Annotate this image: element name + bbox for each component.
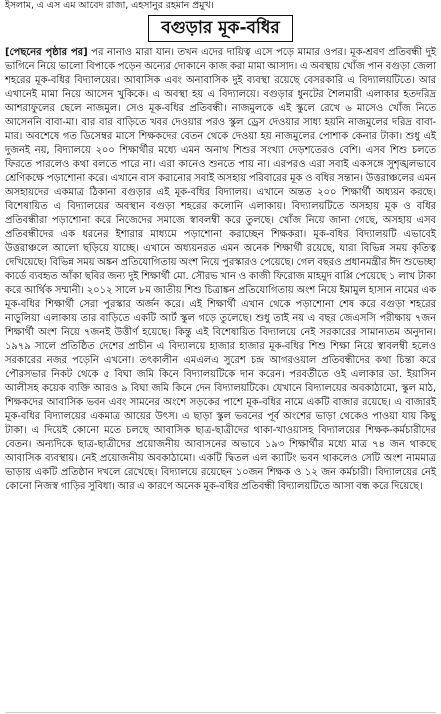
headline-container — [5, 15, 436, 43]
headline: বগুড়ার মূক-বধির — [148, 15, 292, 42]
continued-from-tag: [পেছনের পৃষ্ঠার পর] — [5, 47, 88, 58]
column-bottom-edge — [5, 712, 436, 713]
byline-continuation: ইসলাম, এ এস এম আবেদ রাজা, এহসানুর রহমান প্রমুখ। — [5, 0, 214, 11]
article-text: পর নানাও মারা যান। তখন এদের দায়িত্ব এসে পড়ে মামার ওপর। মূক-শ্রবণ প্রতিবন্ধী দুই ভাগিনে নিয়ে ভালো বিপাকে পড়েন অন্যের দোকানে কাজ করা মামা আসাদ। এ অবস্থায় খোঁজ পান বগুড়া জেলা শহরের মূক-বধির বিদ্যালয়ের। আবাসিক এবং অনাবাসিক দুই ব্যবস্থা রয়েছে বেসরকারি এ বিদ্যালয়টিতে। আর এখানেই মামা নিয়ে আসেন খুকিকে। এ অবস্থা হয় এ বিদ্যালয়ে। বগুড়ার ধুনটের শৈলমারী এলাকার হতদরিদ্র আশরাফুলের ছেলে নাজমুল। সেও মূক-বধির প্রতিবন্ধী। নাজমুলকে এই স্কুলে রেখে ৬ মাসেও খোঁজ নিতে আসেননি বাবা-মা। বার বার বাড়িতে খবর দেওয়ার পরও স্কুল ড্রেস দেওয়ার সাধ্য হয়নি নাজমুলের দরিদ্র বাবা-মার। অবশেষে গত ডিসেম্বর মাসে শিক্ষকদের বেতন থেকে দেওয়া হয় নাজমুলের পোশাক কেনার টাকা। শুধু এই দুজনই নয়, বিদ্যালয়ে ২০০ শিক্ষার্থীর মধ্যে এমন অনাথ শিশুর সংখ্যা দেড়শতেরও বেশি। এসব শিশু চলতে ফিরতে পারলেও কথা বলতে পারে না। এরা কানেও শুনতে পায় না। এরপরও এরা সবাই একসঙ্গে সুশৃঙ্খলভাবে শ্রেণিকক্ষে পড়াশোনা করে। এখানে বাস করানোর সবাই অসহায় পরিবারের মূক ও বধির সন্তান। উত্তরাঞ্চলের এমন অসহায়দের একমাত্র ঠিকানা বগুড়ার এই মূক-বধির বিদ্যালয়। এখানে অন্তত ২০০ শিক্ষার্থী অধ্যয়ন করছে। বিশেষায়িত এ বিদ্যালয়ের অবস্থান বগুড়া শহরের কলোনি এলাকায়। বিদ্যালয়টিতে অসহায় মূক ও বধির প্রতিবন্ধীরা পড়াশোনা করে নিজেদের সমাজে স্বাবলম্বী করে তুলছে। খোঁজ নিয়ে জানা গেছে, অসহায় এসব প্রতিবন্ধীদের এক ধরনের ইশারার মাধ্যমে পড়াশোনা করাচ্ছেন শিক্ষকরা। মূক-বধির বিদ্যালয়টি এভাবেই উত্তরাঞ্চলে আলো ছড়িয়ে যাচ্ছে। এখানে অধ্যয়নরত এমন অনেক শিক্ষার্থী রয়েছে, যারা বিভিন্ন সময় কৃতিত্ব দেখিয়েছে। বিভিন্ন সময় অঙ্কন প্রতিযোগিতায় অংশ নিয়ে পুরস্কারও পেয়েছে। গেল বছরও প্রধানমন্ত্রীর ঈদ শুভেচ্ছা কার্ডে ব্যবহৃত আঁকা ছবির জন্য দুই শিক্ষার্থী মো. সৌরভ খান ও কাজী ফিরোজ মাহমুদ বাপ্পি পেয়েছে ১ লাখ টাকা করে আর্থিক সম্মানী। ২০১২ সালে ৮ম জাতীয় শিশু চিত্রাঙ্কন প্রতিযোগিতায় অংশ নিয়ে ইমামুল হাসান নামের এক মূক-বধির শিক্ষার্থী সেরা পুরস্কার অর্জন করে। এই শিক্ষার্থী এখান থেকে পড়াশোনা শেষ করে বগুড়া শহরের নাড়ুলিয়া এলাকায় তার বাড়িতে একটি আর্ট স্কুল গড়ে তুলেছে। শুধু তাই নয় এ বছর জেএসসি পরীক্ষায় ৭জন শিক্ষার্থী অংশ নিয়ে ৭জনই উত্তীর্ণ হয়েছে। কিন্তু এই বিশেষায়িত বিদ্যালয়ে নেই সরকারের সামান্যতম অনুদান। ১৯৭৯ সালে প্রতিষ্ঠিত দেশের প্রাচীন এ বিদ্যালয়ে হাজার হাজার মূক-বধির শিশু শিক্ষা নিয়ে স্বাবলম্বী হলেও সরকারের নজর পড়েনি এখনো। তৎকালীন এমএলএ সুরেশ চন্দ্র আগরওয়াল প্রতিবন্ধীদের কথা চিন্তা করে পৌরসভার নিকট থেকে ৫ বিঘা জমি কিনে বিদ্যালয়টিকে দান করেন। পরবর্তীতে ওই এলাকার ডা. ইয়াসিন আলীসহ কয়েক ব্যক্তি আরও ৯ বিঘা জমি কিনে দেন বিদ্যালয়টিকে। যেখানে বিদ্যালয়ের অবকাঠামো, স্কুল মাঠ, শিক্ষকদের আবাসিক ভবন এবং সামনের অংশে সড়কের পাশে মূক-বধির নামে একটি বাজার রয়েছে। এ বাজারই মূক-বধির বিদ্যালয়ের একমাত্র আয়ের উৎস। এ ছাড়া স্কুল ভবনের পূর্ব অংশের ভাড়া থেকেও পাওয়া যায় কিছু টাকা। এ দিয়েই কোনো মতে চলছে আবাসিক ছাত্র-ছাত্রীদের থাকা-খাওয়াসহ বিদ্যালয়ের শিক্ষক-কর্মচারীদের বেতন। অন্যদিকে ছাত্র-ছাত্রীদের প্রয়োজনীয় আবাসনের অভাবে ১৯৩ শিক্ষার্থীর মধ্যে মাত্র ৭৪ জন থাকছে আবাসিক ব্যবস্থায়। নেই প্রয়োজনীয় অবকাঠামো। একটি দ্বিতল এল ক্যাটিং ভবন থাকলেও সেটি অংশ নামমাত্র ভাড়ায় একটি প্রতিষ্ঠান দখলে রেখেছে। বিদ্যালয়ে রয়েছেন ১০জন শিক্ষক ও ১২ জন কর্মচারী। বিদ্যালয়ের নেই কোনো নিজস্ব গাড়ির সুবিধা। আর এ কারণে অনেক মূক-বধির প্রতিবন্ধী বিদ্যালয়টিতে আসা বন্ধ করে দিয়েছে। — [5, 47, 436, 493]
article-body — [5, 46, 436, 495]
